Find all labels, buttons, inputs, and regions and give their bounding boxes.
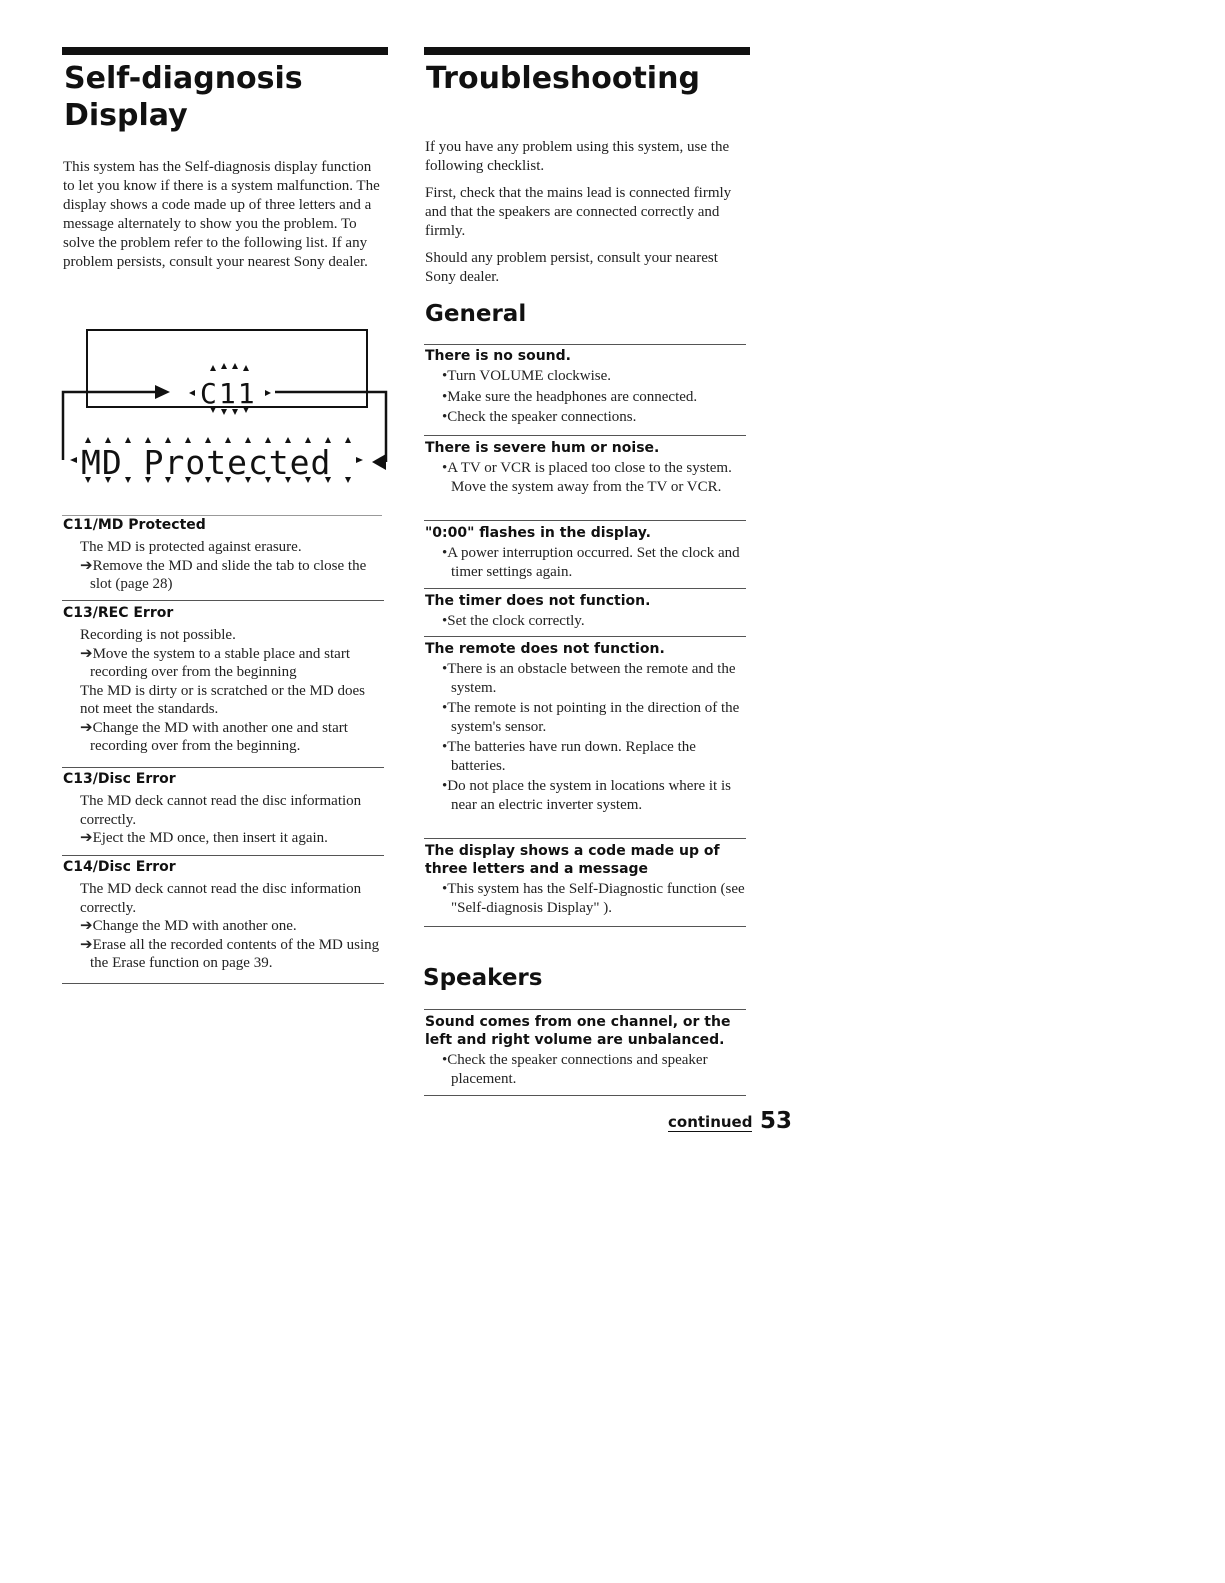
solution-text: There is an obstacle between the remote and the system. <box>447 661 736 696</box>
solution-text: Turn VOLUME clockwise. <box>447 368 612 384</box>
solution-item <box>424 699 746 736</box>
description-line: The MD is dirty or is scratched or the MD does not meet the standards. <box>80 682 365 717</box>
problem-title: The display shows a code made up of three letters and a message <box>425 843 720 877</box>
solution-item <box>424 388 746 407</box>
arrow-to-code <box>155 385 170 399</box>
solution-item <box>424 738 746 775</box>
item-divider <box>424 838 746 839</box>
remedy-line: ➔Change the MD with another one and start recording over from the beginning. <box>80 719 348 754</box>
section-end-divider <box>424 926 746 927</box>
bullet-icon: • <box>442 661 448 677</box>
section-divider <box>62 767 384 768</box>
right-title-bar <box>424 47 750 55</box>
error-title: C14/Disc Error <box>63 859 176 875</box>
section-divider <box>62 600 384 601</box>
self-diagnosis-title <box>64 60 303 134</box>
solution-item <box>424 660 746 697</box>
description-line: The MD deck cannot read the disc information correctly. <box>80 793 362 828</box>
solution-text: Check the speaker connections. <box>447 409 637 425</box>
speakers-heading: Speakers <box>423 965 543 991</box>
solution-list <box>424 367 746 429</box>
solution-list <box>424 612 746 633</box>
bullet-icon: • <box>442 1052 448 1068</box>
description-line: The MD is protected against erasure. <box>80 539 302 555</box>
solution-item <box>424 408 746 427</box>
solution-list <box>424 544 746 583</box>
item-divider <box>424 435 746 436</box>
solution-item <box>424 612 746 631</box>
solution-item <box>424 367 746 386</box>
bullet-icon: • <box>442 368 448 384</box>
title-line-2: Display <box>64 98 188 133</box>
solution-text: Make sure the headphones are connected. <box>447 388 698 405</box>
section-divider <box>62 983 384 984</box>
solution-text: Do not place the system in locations where it is near an electric inverter system. <box>447 778 731 813</box>
bullet-icon: • <box>442 613 448 629</box>
solution-text: The batteries have run down. Replace the batteries. <box>447 739 696 774</box>
solution-text: This system has the Self-Diagnostic function (see "Self-diagnosis Display" ). <box>447 881 745 916</box>
remedy-line: ➔Erase all the recorded contents of the MD using the Erase function on page 39. <box>80 936 380 971</box>
general-heading: General <box>425 301 527 327</box>
continued-label: continued <box>668 1113 753 1131</box>
description-line: Recording is not possible. <box>80 627 236 643</box>
section-divider <box>62 855 384 856</box>
problem-title: The timer does not function. <box>425 593 651 609</box>
solution-text: A power interruption occurred. Set the clock and timer settings again. <box>447 545 740 580</box>
solution-list <box>424 459 746 498</box>
intro-line-1: First, check that the mains lead is connected firmly and that the speakers are connected correctly and firmly. <box>425 185 732 239</box>
solution-item <box>424 544 746 581</box>
item-divider <box>424 636 746 637</box>
bullet-icon: • <box>442 700 448 716</box>
bullet-icon: • <box>442 778 448 794</box>
section-end-divider <box>424 1095 746 1096</box>
solution-text: A TV or VCR is placed too close to the system. Move the system away from the TV or VCR. <box>447 460 732 495</box>
display-illustration <box>60 328 390 498</box>
error-title: C13/REC Error <box>63 605 174 621</box>
self-diagnosis-intro <box>63 158 381 280</box>
item-divider <box>424 520 746 521</box>
remedy-line: ➔Move the system to a stable place and start recording over from the beginning <box>80 645 350 680</box>
description-line: The MD deck cannot read the disc information correctly. <box>80 881 362 916</box>
arrow-to-message <box>372 454 386 470</box>
item-divider <box>424 1009 746 1010</box>
problem-title: The remote does not function. <box>425 641 665 657</box>
solution-item <box>424 777 746 814</box>
title-line-1: Self-diagnosis <box>64 61 303 96</box>
problem-title: Sound comes from one channel, or the left and right volume are unbalanced. <box>425 1014 731 1048</box>
display-code-text: C11 <box>200 377 257 410</box>
solution-text: Set the clock correctly. <box>447 613 585 629</box>
problem-title: There is no sound. <box>425 348 571 364</box>
solution-item <box>424 880 746 917</box>
solution-item <box>424 459 746 496</box>
bullet-icon: • <box>442 460 448 476</box>
solution-item <box>424 1051 746 1088</box>
solution-list <box>424 880 746 919</box>
error-title: C11/MD Protected <box>63 517 206 533</box>
display-diagram <box>60 328 390 498</box>
page-number: 53 <box>760 1108 793 1134</box>
bullet-icon: • <box>442 739 448 755</box>
error-title: C13/Disc Error <box>63 771 176 787</box>
troubleshooting-intro <box>425 138 747 295</box>
solution-text: Check the speaker connections and speaker placement. <box>447 1052 708 1087</box>
error-details <box>62 538 384 594</box>
left-title-bar <box>62 47 388 55</box>
error-details <box>62 626 384 756</box>
item-divider <box>424 344 746 345</box>
problem-title: There is severe hum or noise. <box>425 440 660 456</box>
error-details <box>62 792 384 848</box>
error-details <box>62 880 384 973</box>
bullet-icon: • <box>442 388 448 405</box>
bullet-icon: • <box>442 545 448 561</box>
remedy-line: ➔Remove the MD and slide the tab to close the slot (page 28) <box>80 557 367 592</box>
solution-list <box>424 660 746 816</box>
problem-title: "0:00" flashes in the display. <box>425 525 651 541</box>
item-divider <box>424 588 746 589</box>
remedy-line: ➔Eject the MD once, then insert it again. <box>80 830 328 846</box>
bullet-icon: • <box>442 409 448 425</box>
solution-text: The remote is not pointing in the direction of the system's sensor. <box>447 700 740 735</box>
intro-line-2: Should any problem persist, consult your nearest Sony dealer. <box>425 250 718 285</box>
troubleshooting-title: Troubleshooting <box>426 61 700 96</box>
bullet-icon: • <box>442 881 448 897</box>
intro-line-0: If you have any problem using this system, use the following checklist. <box>425 139 730 174</box>
display-message-text: MD Protected <box>81 443 332 482</box>
remedy-line: ➔Change the MD with another one. <box>80 918 297 934</box>
solution-list <box>424 1051 746 1090</box>
intro-paragraph: This system has the Self-diagnosis display function to let you know if there is a system malfunction. The display shows a code made up of three letters and a message alternately to show you the problem. To solve the problem refer to the following list. If any problem persists, consult your nearest Sony dealer. <box>63 159 380 270</box>
